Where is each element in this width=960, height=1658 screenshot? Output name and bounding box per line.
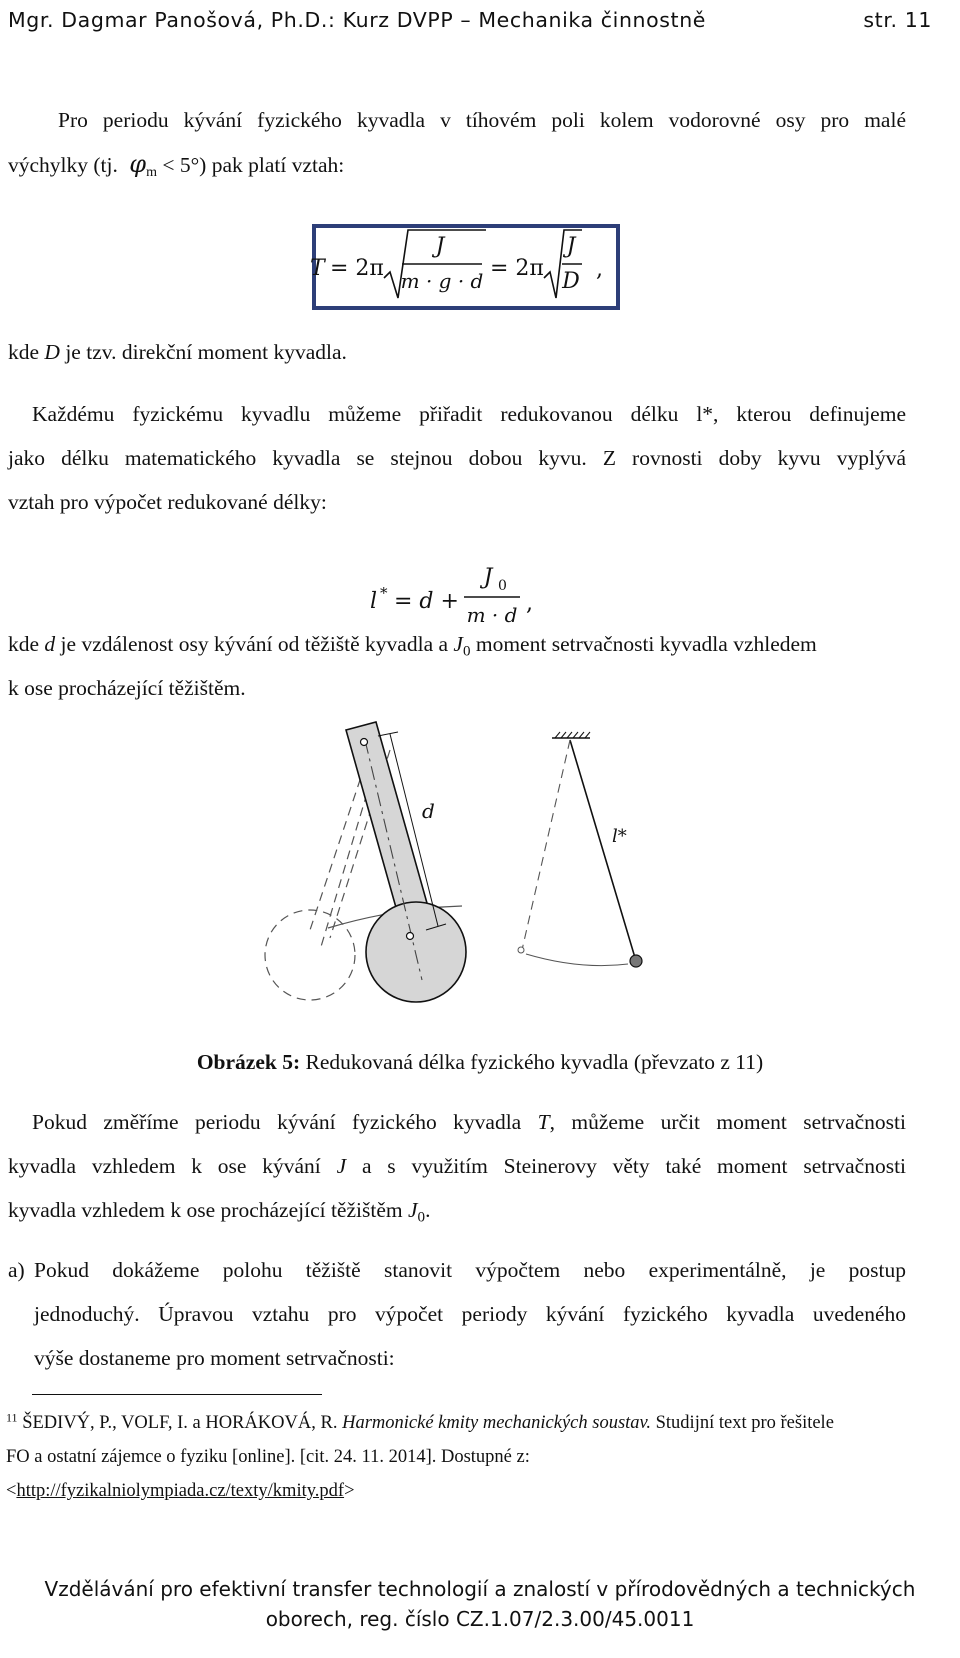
- footnote-line-3: <http://fyzikalniolympiada.cz/texty/kmity.pdf>: [6, 1481, 355, 1501]
- footnote-separator: [32, 1394, 322, 1395]
- denominator-md: m · d: [466, 603, 518, 627]
- para2-line-3: vztah pro výpočet redukované délky:: [8, 490, 327, 514]
- fraction-numerator-J-2: J: [566, 234, 576, 259]
- intro-line-2: výchylky (tj. $\varphi_m < 5^\circ$) pak platí vztah:: [8, 150, 345, 181]
- figure-caption: Obrázek 5: Redukovaná délka fyzického kyvadla (převzato z 11): [196, 1050, 764, 1074]
- symbol-T: T: [310, 256, 325, 281]
- fraction-numerator-J: J: [435, 234, 445, 259]
- para2-line-1: Každému fyzickému kyvadlu můžeme přiřadit redukovanou délku l*, kterou definujeme: [32, 402, 906, 426]
- running-header: Mgr. Dagmar Panošová, Ph.D.: Kurz DVPP – Mechanika činnostně: [8, 8, 706, 32]
- pendulum-figure: [250, 710, 690, 1010]
- footnote-line-2: FO a ostatní zájemce o fyziku [online]. [cit. 24. 11. 2014]. Dostupné z:: [6, 1447, 530, 1467]
- mathematical-pendulum: [518, 732, 642, 967]
- para4-line-2: kyvadla vzhledem k ose kývání J a s využitím Steinerovy věty také moment setrvačnosti: [8, 1154, 907, 1178]
- intro-line-1: Pro periodu kývání fyzického kyvadla v tíhovém poli kolem vodorovné osy pro malé: [58, 108, 906, 132]
- label-l-star: l*: [612, 826, 627, 847]
- symbol-l: l: [370, 589, 378, 614]
- formula-comma: ,: [596, 257, 603, 282]
- fraction-denominator-D: D: [562, 269, 580, 294]
- page-number: str. 11: [863, 8, 932, 32]
- numerator-J0: J: [483, 565, 493, 590]
- symbol-star: *: [380, 584, 388, 602]
- numerator-subscript-0: 0: [498, 578, 507, 594]
- para3-line-1: kde d je vzdálenost osy kývání od těžiště kyvadla a $J_0$ moment setrvačnosti kyvadla vzhledem: [8, 632, 817, 660]
- physical-pendulum: [346, 722, 466, 1002]
- period-formula: [300, 220, 630, 320]
- item-a-line-1: Pokud dokážeme polohu těžiště stanovit výpočtem nebo experimentálně, je postup: [34, 1258, 906, 1282]
- direkcni-moment-text: kde D je tzv. direkční moment kyvadla.: [8, 340, 347, 364]
- equals-d-plus: = d +: [394, 589, 459, 614]
- footnote-number: 11: [6, 1410, 18, 1425]
- para4-line-3: kyvadla vzhledem k ose procházející těžištěm $J_0$.: [8, 1198, 431, 1226]
- label-d: d: [422, 799, 435, 823]
- fraction-denominator-mgd: m · g · d: [400, 269, 484, 293]
- item-a-line-2: jednoduchý. Úpravou vztahu pro výpočet periody kývání fyzického kyvadla uvedeného: [34, 1302, 906, 1326]
- para2-line-2: jako délku matematického kyvadla se stejnou dobou kyvu. Z rovnosti doby kyvu vyplývá: [8, 446, 906, 470]
- footnote-url-link[interactable]: http://fyzikalniolympiada.cz/texty/kmity.pdf: [16, 1481, 345, 1501]
- formula2-comma: ,: [526, 591, 533, 616]
- item-a-line-3: výše dostaneme pro moment setrvačnosti:: [34, 1346, 395, 1370]
- para4-line-1: Pokud změříme periodu kývání fyzického kyvadla T, můžeme určit moment setrvačnosti: [32, 1110, 906, 1134]
- footnote-line-1: $^{11}$ ŠEDIVÝ, P., VOLF, I. a HORÁKOVÁ, R. Harmonické kmity mechanických soustav. Studijní text pro řešitele: [6, 1410, 834, 1433]
- equals-2pi-2: = 2π: [490, 256, 544, 281]
- equals-2pi-1: = 2π: [330, 256, 384, 281]
- list-marker-a: a): [8, 1258, 25, 1282]
- footer-line-2: oborech, reg. číslo CZ.1.07/2.3.00/45.0011: [265, 1607, 695, 1631]
- footer-line-1: Vzdělávání pro efektivní transfer technologií a znalostí v přírodovědných a technických: [44, 1577, 916, 1601]
- para3-line-2: k ose procházející těžištěm.: [8, 676, 246, 700]
